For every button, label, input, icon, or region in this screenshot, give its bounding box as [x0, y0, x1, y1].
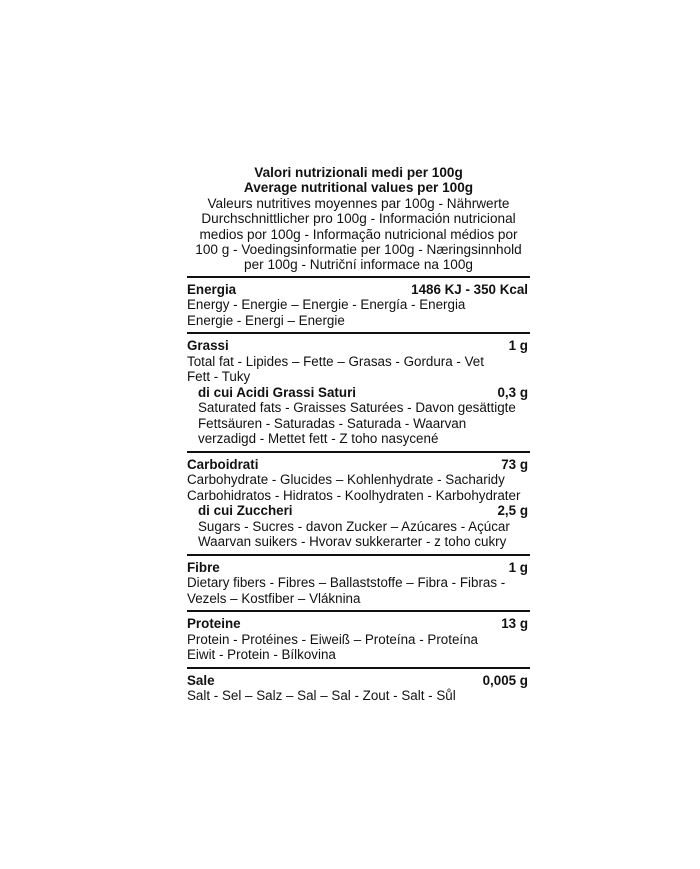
nutrient-energy-section — [187, 278, 530, 335]
sub-nutrient-translation: Waarvan suikers - Hvorav sukkerarter - z toho cukry — [198, 534, 507, 550]
nutrient-protein-section — [187, 612, 530, 669]
sub-nutrient-translation: Saturated fats - Graisses Saturées - Davon gesättigte — [198, 400, 516, 416]
nutrient-translation: Carbohydrate - Glucides – Kohlenhydrate - Sacharidy — [187, 472, 505, 488]
nutrient-translation: Salt - Sel – Salz – Sal – Sal - Zout - Salt - Sůl — [187, 688, 456, 704]
nutrient-translation: Energy - Energie – Energie - Energía - Energia — [187, 297, 466, 313]
nutrient-name: Sale — [187, 672, 215, 688]
nutrient-translation: Fett - Tuky — [187, 369, 251, 385]
nutrient-row-fat — [187, 338, 530, 354]
nutrient-value: 1 g — [508, 338, 528, 354]
nutrient-name: Energia — [187, 281, 237, 297]
header-line: per 100g - Nutriční informace na 100g — [244, 257, 473, 273]
sub-nutrient-translation: verzadigd - Mettet fett - Z toho nasycené — [198, 431, 439, 447]
nutrient-name: Fibre — [187, 559, 220, 575]
nutrient-fat-section — [187, 334, 530, 453]
nutrient-value: 1486 KJ - 350 Kcal — [411, 281, 528, 297]
nutrient-value: 0,005 g — [482, 672, 528, 688]
nutrient-fibre-section — [187, 556, 530, 613]
header-line: Durchschnittlicher pro 100g - Información nutricional — [201, 211, 516, 227]
sub-nutrient-row — [198, 385, 530, 401]
sub-nutrient-sugars — [187, 503, 530, 550]
nutrient-translation: Vezels – Kostfiber – Vláknina — [187, 590, 361, 606]
nutrient-translation: Total fat - Lipides – Fette – Grasas - Gordura - Vet — [187, 353, 484, 369]
sub-nutrient-value: 0,3 g — [497, 384, 528, 400]
nutrient-translation: Dietary fibers - Fibres – Ballaststoffe – Fibra - Fibras - — [187, 575, 506, 591]
nutrient-carbohydrate-section — [187, 453, 530, 556]
sub-nutrient-name: di cui Acidi Grassi Saturi — [198, 384, 357, 400]
nutrient-translation: Protein - Protéines - Eiweiß – Proteína - Proteína — [187, 631, 479, 647]
header-title-italian: Valori nutrizionali medi per 100g — [254, 165, 463, 180]
nutrient-row-energy — [187, 282, 530, 298]
nutrient-translation: Energie - Energi – Energie — [187, 312, 345, 328]
header-line: 100 g - Voedingsinformatie per 100g - Næringsinnhold — [195, 242, 522, 258]
sub-nutrient-value: 2,5 g — [497, 503, 528, 519]
nutrient-translation: Eiwit - Protein - Bílkovina — [187, 647, 336, 663]
header-title-english: Average nutritional values per 100g — [243, 180, 474, 196]
nutrient-value: 13 g — [501, 616, 528, 632]
nutrient-translation: Carbohidratos - Hidratos - Koolhydraten - Karbohydrater — [187, 487, 521, 503]
nutrient-value: 1 g — [508, 559, 528, 575]
sub-nutrient-row — [198, 503, 530, 519]
nutrient-name: Grassi — [187, 338, 229, 354]
header-line: medios por 100g - Informação nutricional médios por — [199, 226, 518, 242]
nutrient-row-protein — [187, 616, 530, 632]
sub-nutrient-name: di cui Zuccheri — [198, 503, 293, 519]
nutrition-header — [187, 165, 530, 278]
nutrient-row-carbohydrate — [187, 457, 530, 473]
nutrient-salt-section — [187, 669, 530, 708]
sub-nutrient-translation: Sugars - Sucres - davon Zucker – Azúcares - Açúcar — [198, 518, 510, 534]
nutrient-value: 73 g — [501, 456, 528, 472]
sub-nutrient-saturated-fat — [187, 385, 530, 447]
nutrient-row-fibre — [187, 560, 530, 576]
nutrition-label — [187, 165, 530, 708]
nutrient-name: Carboidrati — [187, 456, 259, 472]
header-line: Valeurs nutritives moyennes par 100g - Nährwerte — [207, 195, 510, 211]
nutrient-row-salt — [187, 673, 530, 689]
sub-nutrient-translation: Fettsäuren - Saturadas - Saturada - Waarvan — [198, 415, 467, 431]
nutrient-name: Proteine — [187, 616, 241, 632]
